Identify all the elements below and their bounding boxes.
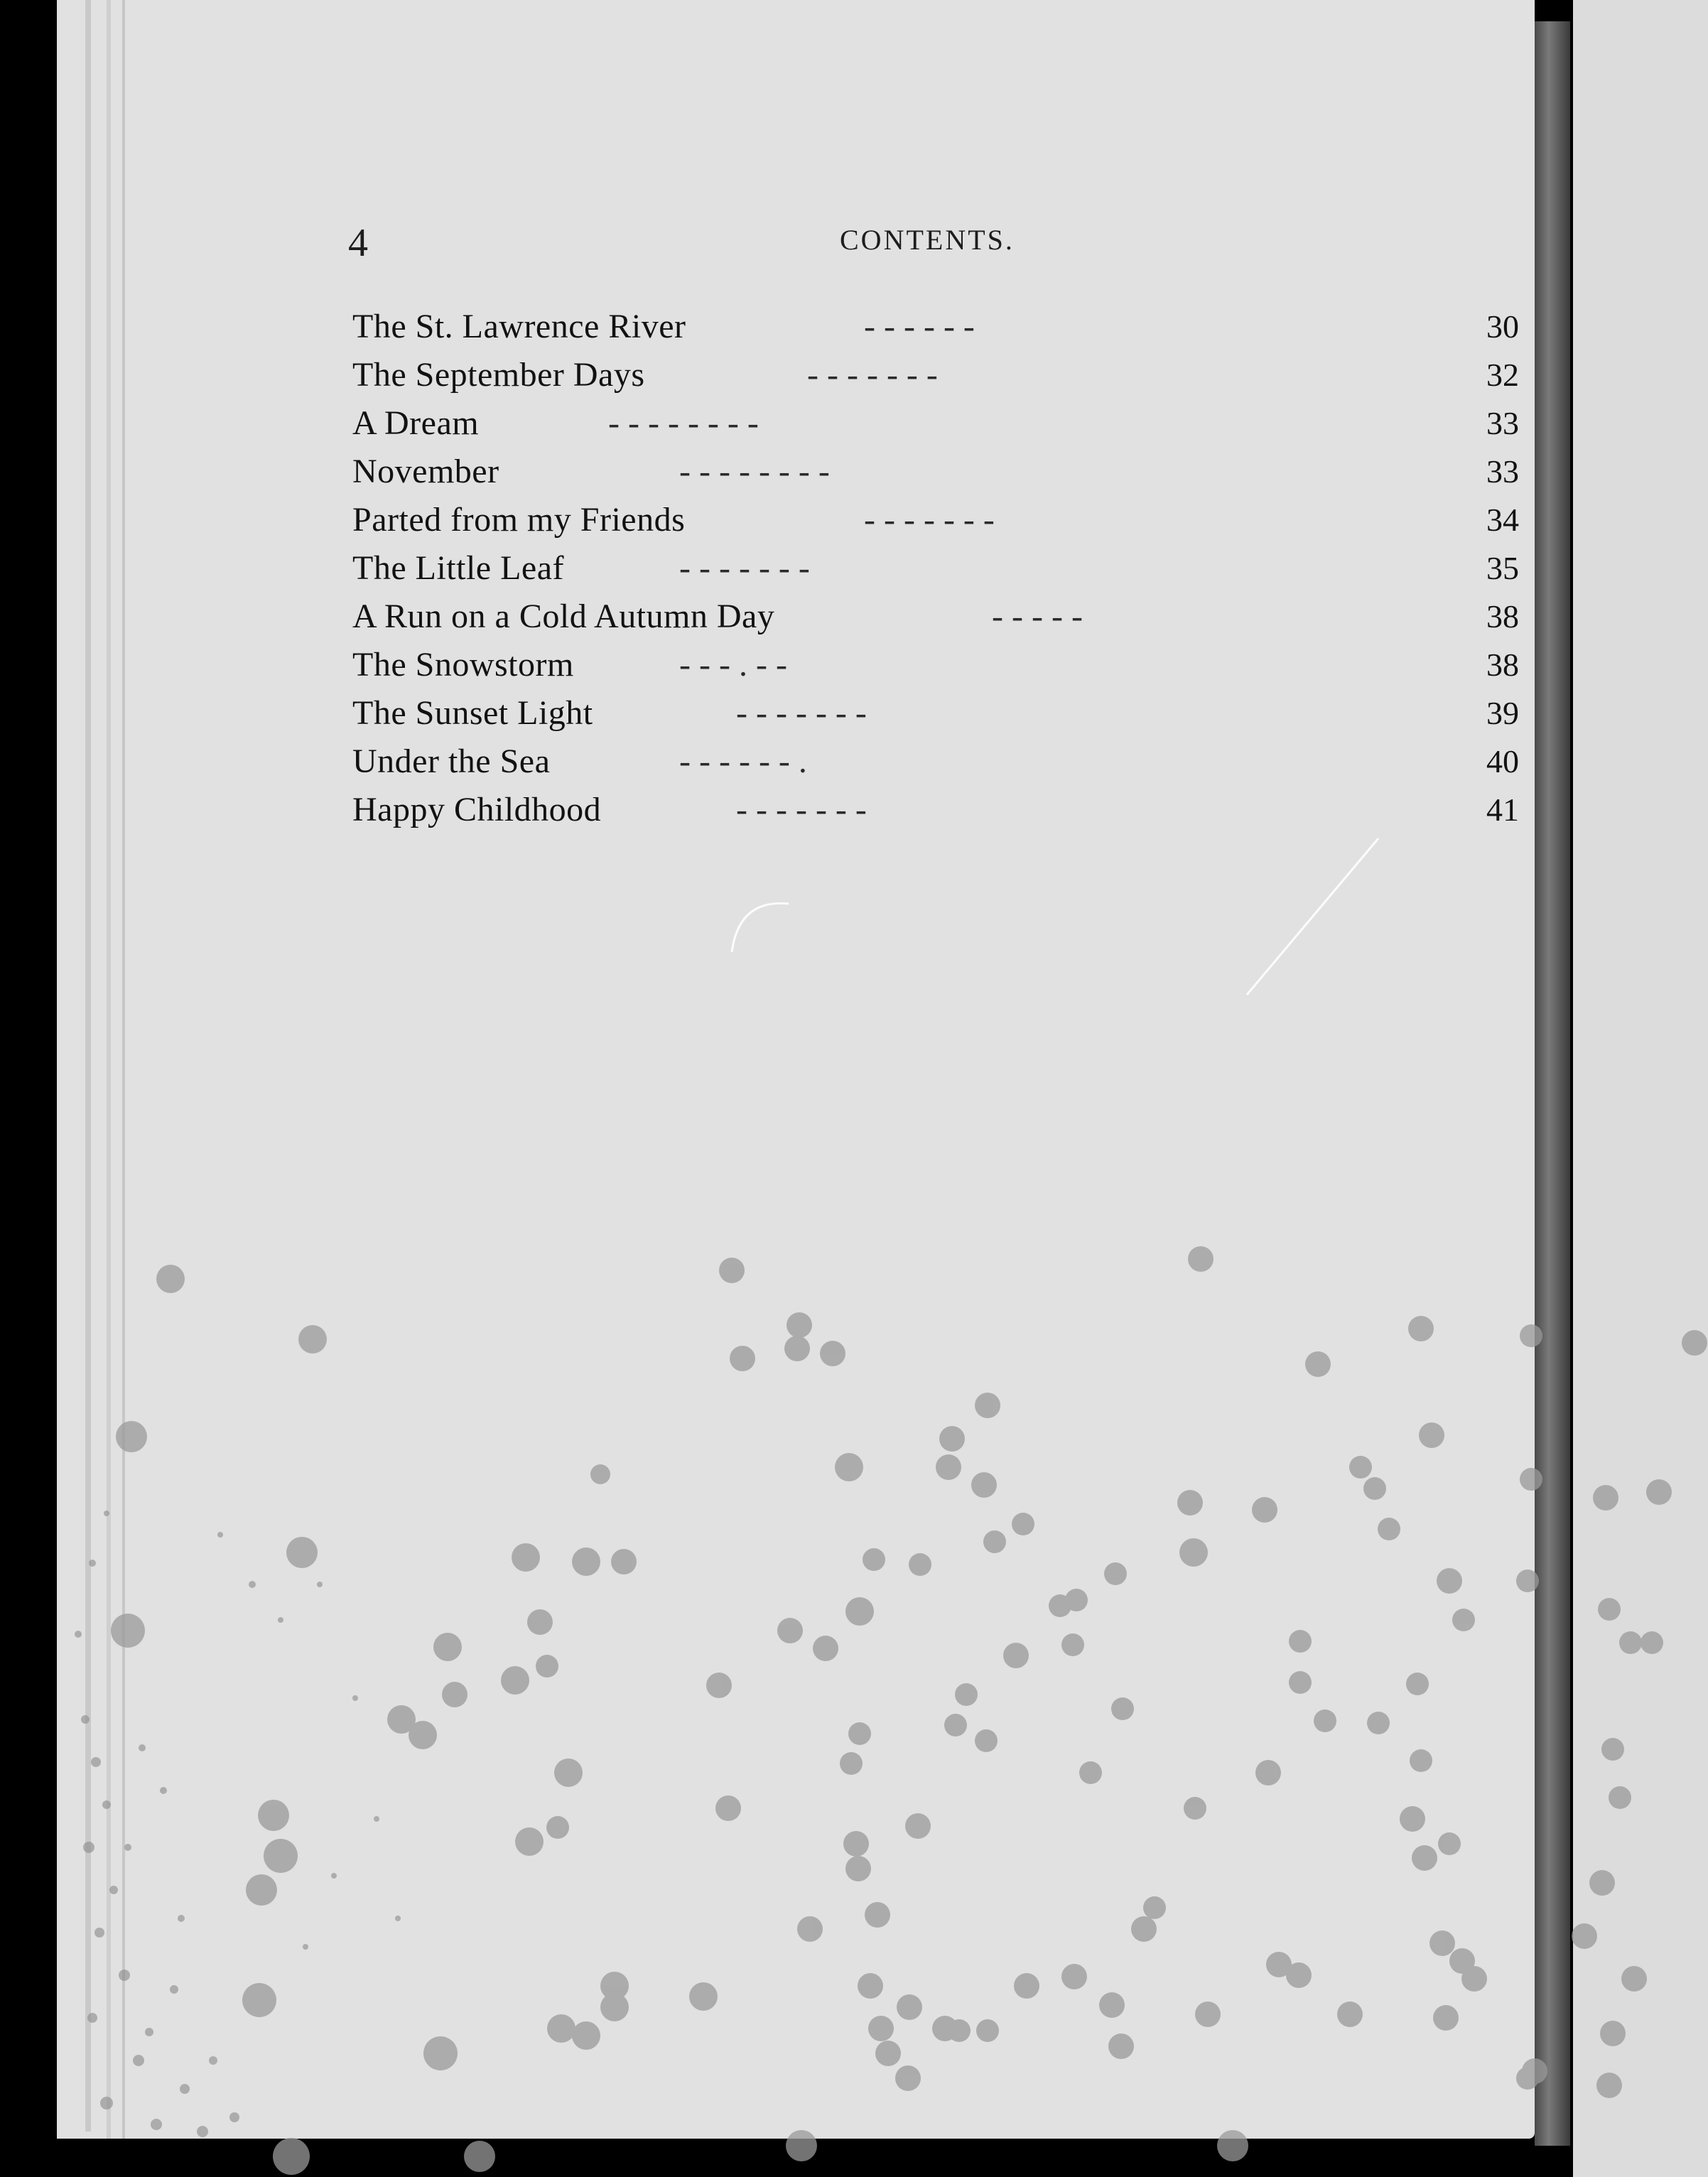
toc-entry-leader: - - - - - - - bbox=[864, 501, 995, 539]
toc-entry-page: 33 bbox=[1486, 405, 1519, 441]
toc-entry-title: The Little Leaf bbox=[352, 549, 565, 587]
toc-entry bbox=[352, 304, 1532, 352]
toc-entry-page: 38 bbox=[1486, 598, 1519, 634]
toc-entry-title: A Dream bbox=[352, 404, 480, 442]
toc-entry bbox=[352, 546, 1532, 594]
toc-entry-page: 41 bbox=[1486, 792, 1519, 828]
toc-entry-leader: - - - - - - - bbox=[679, 549, 810, 587]
toc-entry-title: November bbox=[352, 453, 499, 490]
toc-entry-leader: - - - - - - - - bbox=[608, 404, 759, 442]
toc-entry-title: The September Days bbox=[352, 356, 645, 394]
toc-entry bbox=[352, 739, 1532, 787]
toc-entry-leader: - - - - - - . bbox=[679, 742, 807, 780]
toc-entry bbox=[352, 787, 1532, 836]
toc-entry-leader: - - - - - - - bbox=[736, 694, 867, 732]
toc-entry-page: 35 bbox=[1486, 550, 1519, 586]
toc-entry bbox=[352, 642, 1532, 691]
toc-entry-leader: - - - - - - - - bbox=[679, 453, 830, 490]
toc-entry-leader: - - - - - - - bbox=[736, 791, 867, 828]
toc-entry-page: 32 bbox=[1486, 357, 1519, 393]
page-number: 4 bbox=[348, 221, 368, 265]
toc-entry-title: Happy Childhood bbox=[352, 791, 602, 828]
toc-entry-leader: - - - - - bbox=[992, 598, 1083, 635]
toc-entry bbox=[352, 449, 1532, 497]
toc-entry bbox=[352, 497, 1532, 546]
toc-entry-page: 40 bbox=[1486, 743, 1519, 779]
toc-entry bbox=[352, 401, 1532, 449]
toc-entry-page: 38 bbox=[1486, 647, 1519, 683]
toc-entry-title: The St. Lawrence River bbox=[352, 308, 686, 345]
table-of-contents bbox=[352, 304, 1532, 836]
toc-entry-title: Parted from my Friends bbox=[352, 501, 686, 539]
toc-entry-title: Under the Sea bbox=[352, 742, 551, 780]
toc-entry-title: The Snowstorm bbox=[352, 646, 574, 684]
toc-entry bbox=[352, 352, 1532, 401]
toc-entry-leader: - - - - - - - bbox=[807, 356, 938, 394]
toc-entry-leader: - - - - - - bbox=[864, 308, 975, 345]
toc-entry bbox=[352, 691, 1532, 739]
toc-entry bbox=[352, 594, 1532, 642]
toc-entry-leader: - - - . - - bbox=[679, 646, 787, 684]
toc-entry-title: A Run on a Cold Autumn Day bbox=[352, 598, 775, 635]
page-title: CONTENTS. bbox=[840, 224, 1015, 256]
toc-entry-title: The Sunset Light bbox=[352, 694, 593, 732]
toc-entry-page: 30 bbox=[1486, 308, 1519, 345]
toc-entry-page: 34 bbox=[1486, 502, 1519, 538]
toc-entry-page: 33 bbox=[1486, 453, 1519, 490]
toc-entry-page: 39 bbox=[1486, 695, 1519, 731]
